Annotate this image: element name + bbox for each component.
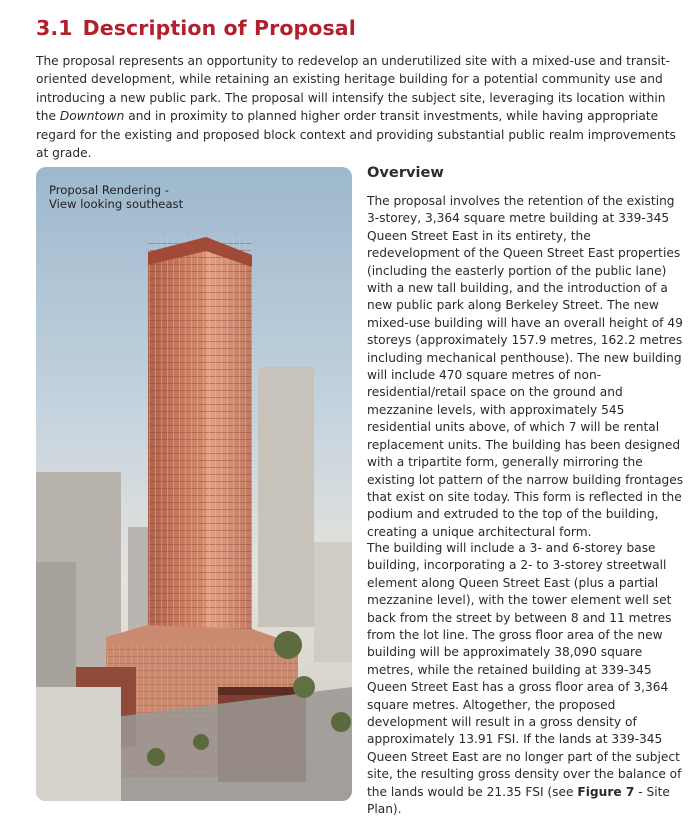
proposal-rendering xyxy=(36,167,352,801)
heritage-cornice xyxy=(218,687,306,695)
intro-text-end: and in proximity to planned higher order transit investments, while having appropriate regard for the existing and proposed block context and providing substantial public realm improvements at grade. xyxy=(36,109,676,161)
caption-line-2: View looking southeast xyxy=(49,197,184,211)
background-building-mid xyxy=(128,527,150,637)
tower-window-grid xyxy=(148,237,252,662)
figure-reference: Figure 7 xyxy=(577,784,635,799)
overview-paragraph-1: The proposal involves the retention of the existing 3-storey, 3,364 square metre building at 339-345 Queen Street East in its entirety, the redevelopment of the Queen Street East properties (including the easterly portion of the public lane) with a new tall building, and the introduction of a new public park along Berkeley Street. The new mixed-use building will have an overall height of 49 storeys (approximately 157.9 metres, 162.2 metres including mechanical penthouse). The new building will include 470 square metres of non-residential/retail space on the ground and mezzanine levels, with approximately 545 residential units above, of which 7 will be rental replacement units. The building has been designed with a tripartite form, generally mirroring the existing lot pattern of the narrow building frontages that exist on site today. This form is reflected in the podium and extruded to the top of the building, creating a unique architectural form. xyxy=(367,194,684,539)
section-title: Description of Proposal xyxy=(82,16,356,40)
tree xyxy=(147,748,165,766)
foreground-building xyxy=(36,687,121,801)
intro-emphasis: Downtown xyxy=(59,109,125,124)
overview-heading: Overview xyxy=(367,164,444,181)
section-number: 3.1 xyxy=(36,16,73,40)
background-building-right xyxy=(258,367,314,627)
intro-text-start: The proposal represents an opportunity to redevelop an underutilized site with a mixed-use and transit-oriented development, while retaining an existing heritage building for a potential community use and introducing a new public park. The proposal will intensify the subject site, leveraging its location within the xyxy=(36,54,670,124)
tree xyxy=(193,734,209,750)
paragraph-2-text: The building will include a 3- and 6-storey base building, incorporating a 2- to 3-storey streetwall element along Queen Street East (plus a partial mezzanine level), with the tower element well set back from the street by between 8 and 11 metres from the lot line. The gross floor area of the new building will be approximately 38,090 square metres, while the retained building at 339-345 Queen Street East has a gross floor area of 3,364 square metres. Altogether, the proposed development will result in a gross density of approximately 13.91 FSI. If the lands at 339-345 Queen Street East are no longer part of the subject site, the resulting gross density over the balance of the lands would be 21.35 FSI (see xyxy=(367,541,682,799)
tree xyxy=(331,712,351,732)
paragraph-2-end: - Site Plan). xyxy=(367,784,670,817)
background-building-far-right xyxy=(314,542,352,662)
overview-paragraph-2 xyxy=(367,540,685,819)
tree xyxy=(293,676,315,698)
rendering-illustration xyxy=(36,167,352,801)
rendering-caption xyxy=(49,183,183,211)
section-heading xyxy=(36,16,356,40)
intro-paragraph xyxy=(36,52,682,162)
caption-line-1: Proposal Rendering - xyxy=(49,183,169,197)
tree xyxy=(274,631,302,659)
